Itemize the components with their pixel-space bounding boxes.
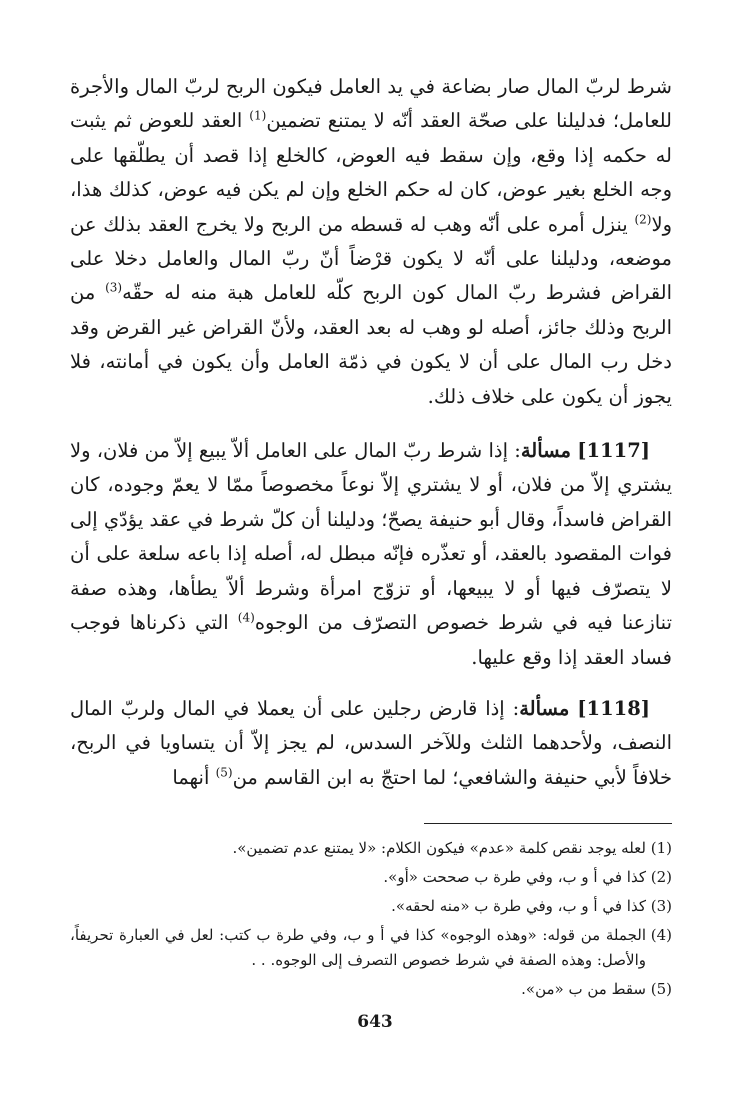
- footnote-number: (5): [650, 980, 672, 999]
- body-text: [70, 70, 672, 795]
- footnotes: [70, 836, 672, 1002]
- text-segment: : إذا قارض رجلين على أن يعملا في المال ولربّ المال النصف، ولأحدهما الثلث وللآخر السدس، لم يجز إلاّ أن يتساويا في الربح، خلافاً لأبي حنيفة والشافعي؛ لما احتجّ به ابن القاسم من: [70, 696, 672, 789]
- footnote-text: سقط من ب «من».: [521, 980, 646, 999]
- page: [70, 70, 672, 1006]
- footnote-text: كذا في أ و ب، وفي طرة ب صححت «أو».: [383, 868, 646, 887]
- text-segment: أنهما: [172, 765, 216, 789]
- footnote-ref-5[interactable]: (5): [215, 765, 233, 780]
- text-segment: التي ذكرناها فوجب فساد العقد إذا وقع عليها.: [70, 611, 672, 669]
- footnote-text: كذا في أ و ب، وفي طرة ب «منه لحقه».: [391, 897, 646, 916]
- masala-number: [1117]: [577, 439, 650, 463]
- masala-label: مسألة: [519, 696, 570, 720]
- footnote-item: [70, 923, 672, 973]
- page-number: 643: [357, 1012, 393, 1032]
- text-segment: ينزل أمره على أنّه وهب له قسطه من الربح ولا يخرج العقد بذلك عن موضعه، ودليلنا على أنّه لا يكون قرْضاً أنّ ربّ المال والعامل دخلا على القراض فشرط ربّ المال كون الربح كلّه للعامل هبة منه له حقّه: [70, 212, 672, 305]
- paragraph-masala-1118: [70, 692, 672, 795]
- footnote-item: [70, 836, 672, 861]
- footnote-number: (1): [650, 839, 672, 858]
- footnote-number: (2): [650, 868, 672, 887]
- footnote-item: [70, 977, 672, 1002]
- footnote-text: لعله يوجد نقص كلمة «عدم» فيكون الكلام: «لا يمتنع عدم تضمين».: [232, 839, 646, 858]
- footnote-item: [70, 894, 672, 919]
- footnote-item: [70, 865, 672, 890]
- paragraph-continuation: [70, 70, 672, 414]
- text-segment: من الربح وذلك جائز، أصله لو وهب له بعد العقد، ولأنّ القراض غير القرض وقد دخل رب المال على أن لا يكون في ذمّة العامل وأن يكون في أمانته، فلا يجوز أن يكون على خلاف ذلك.: [70, 281, 672, 408]
- footnote-ref-1[interactable]: (1): [249, 108, 267, 123]
- footnote-ref-2[interactable]: (2): [634, 212, 652, 227]
- text-segment: : إذا شرط ربّ المال على العامل ألاّ يبيع إلاّ من فلان، ولا يشتري إلاّ من فلان، أو لا يشتري إلاّ نوعاً مخصوصاً ممّا لا يعمّ وجوده، كان القراض فاسداً، وقال أبو حنيفة يصحّ؛ ودليلنا أن كلّ شرط في عقد يؤدّي إلى فوات المقصود بالعقد، أو تعذّره فإنّه مبطل له، أصله إذا باعه سلعة على أن لا يتصرّف فيها أو لا يبيعها، أو تزوّج امرأة وشرط ألاّ يطأها، وهذه صفة تنازعنا فيه في شرط خصوص التصرّف من الوجوه: [70, 439, 672, 635]
- text-segment: العقد للعوض ثم يثبت له حكمه إذا وقع، وإن سقط فيه العوض، كالخلع إذا قصد أن يطلّقها على وجه الخلع بغير عوض، كان له حكم الخلع وإن لم يكن فيه عوض، كذلك هذا، ولا: [70, 109, 672, 236]
- footnote-number: (3): [650, 897, 672, 916]
- footnote-number: (4): [650, 926, 672, 945]
- footnote-ref-3[interactable]: (3): [105, 280, 123, 295]
- footnote-ref-4[interactable]: (4): [237, 610, 255, 625]
- masala-label: مسألة: [520, 439, 572, 463]
- footnote-divider: [424, 823, 672, 824]
- paragraph-masala-1117: [70, 434, 672, 675]
- masala-number: [1118]: [577, 696, 651, 720]
- text-segment: شرط لربّ المال صار بضاعة في يد العامل فيكون الربح لربّ المال والأجرة للعامل؛ فدليلنا على صحّة العقد أنّه لا يمتنع تضمين: [70, 75, 672, 133]
- footnote-text: الجملة من قوله: «وهذه الوجوه» كذا في أ و ب، وفي طرة ب كتب: لعل في العبارة تحريفاً، والأصل: وهذه الصفة في شرط خصوص التصرف إلى الوجوه. . .: [70, 926, 646, 970]
